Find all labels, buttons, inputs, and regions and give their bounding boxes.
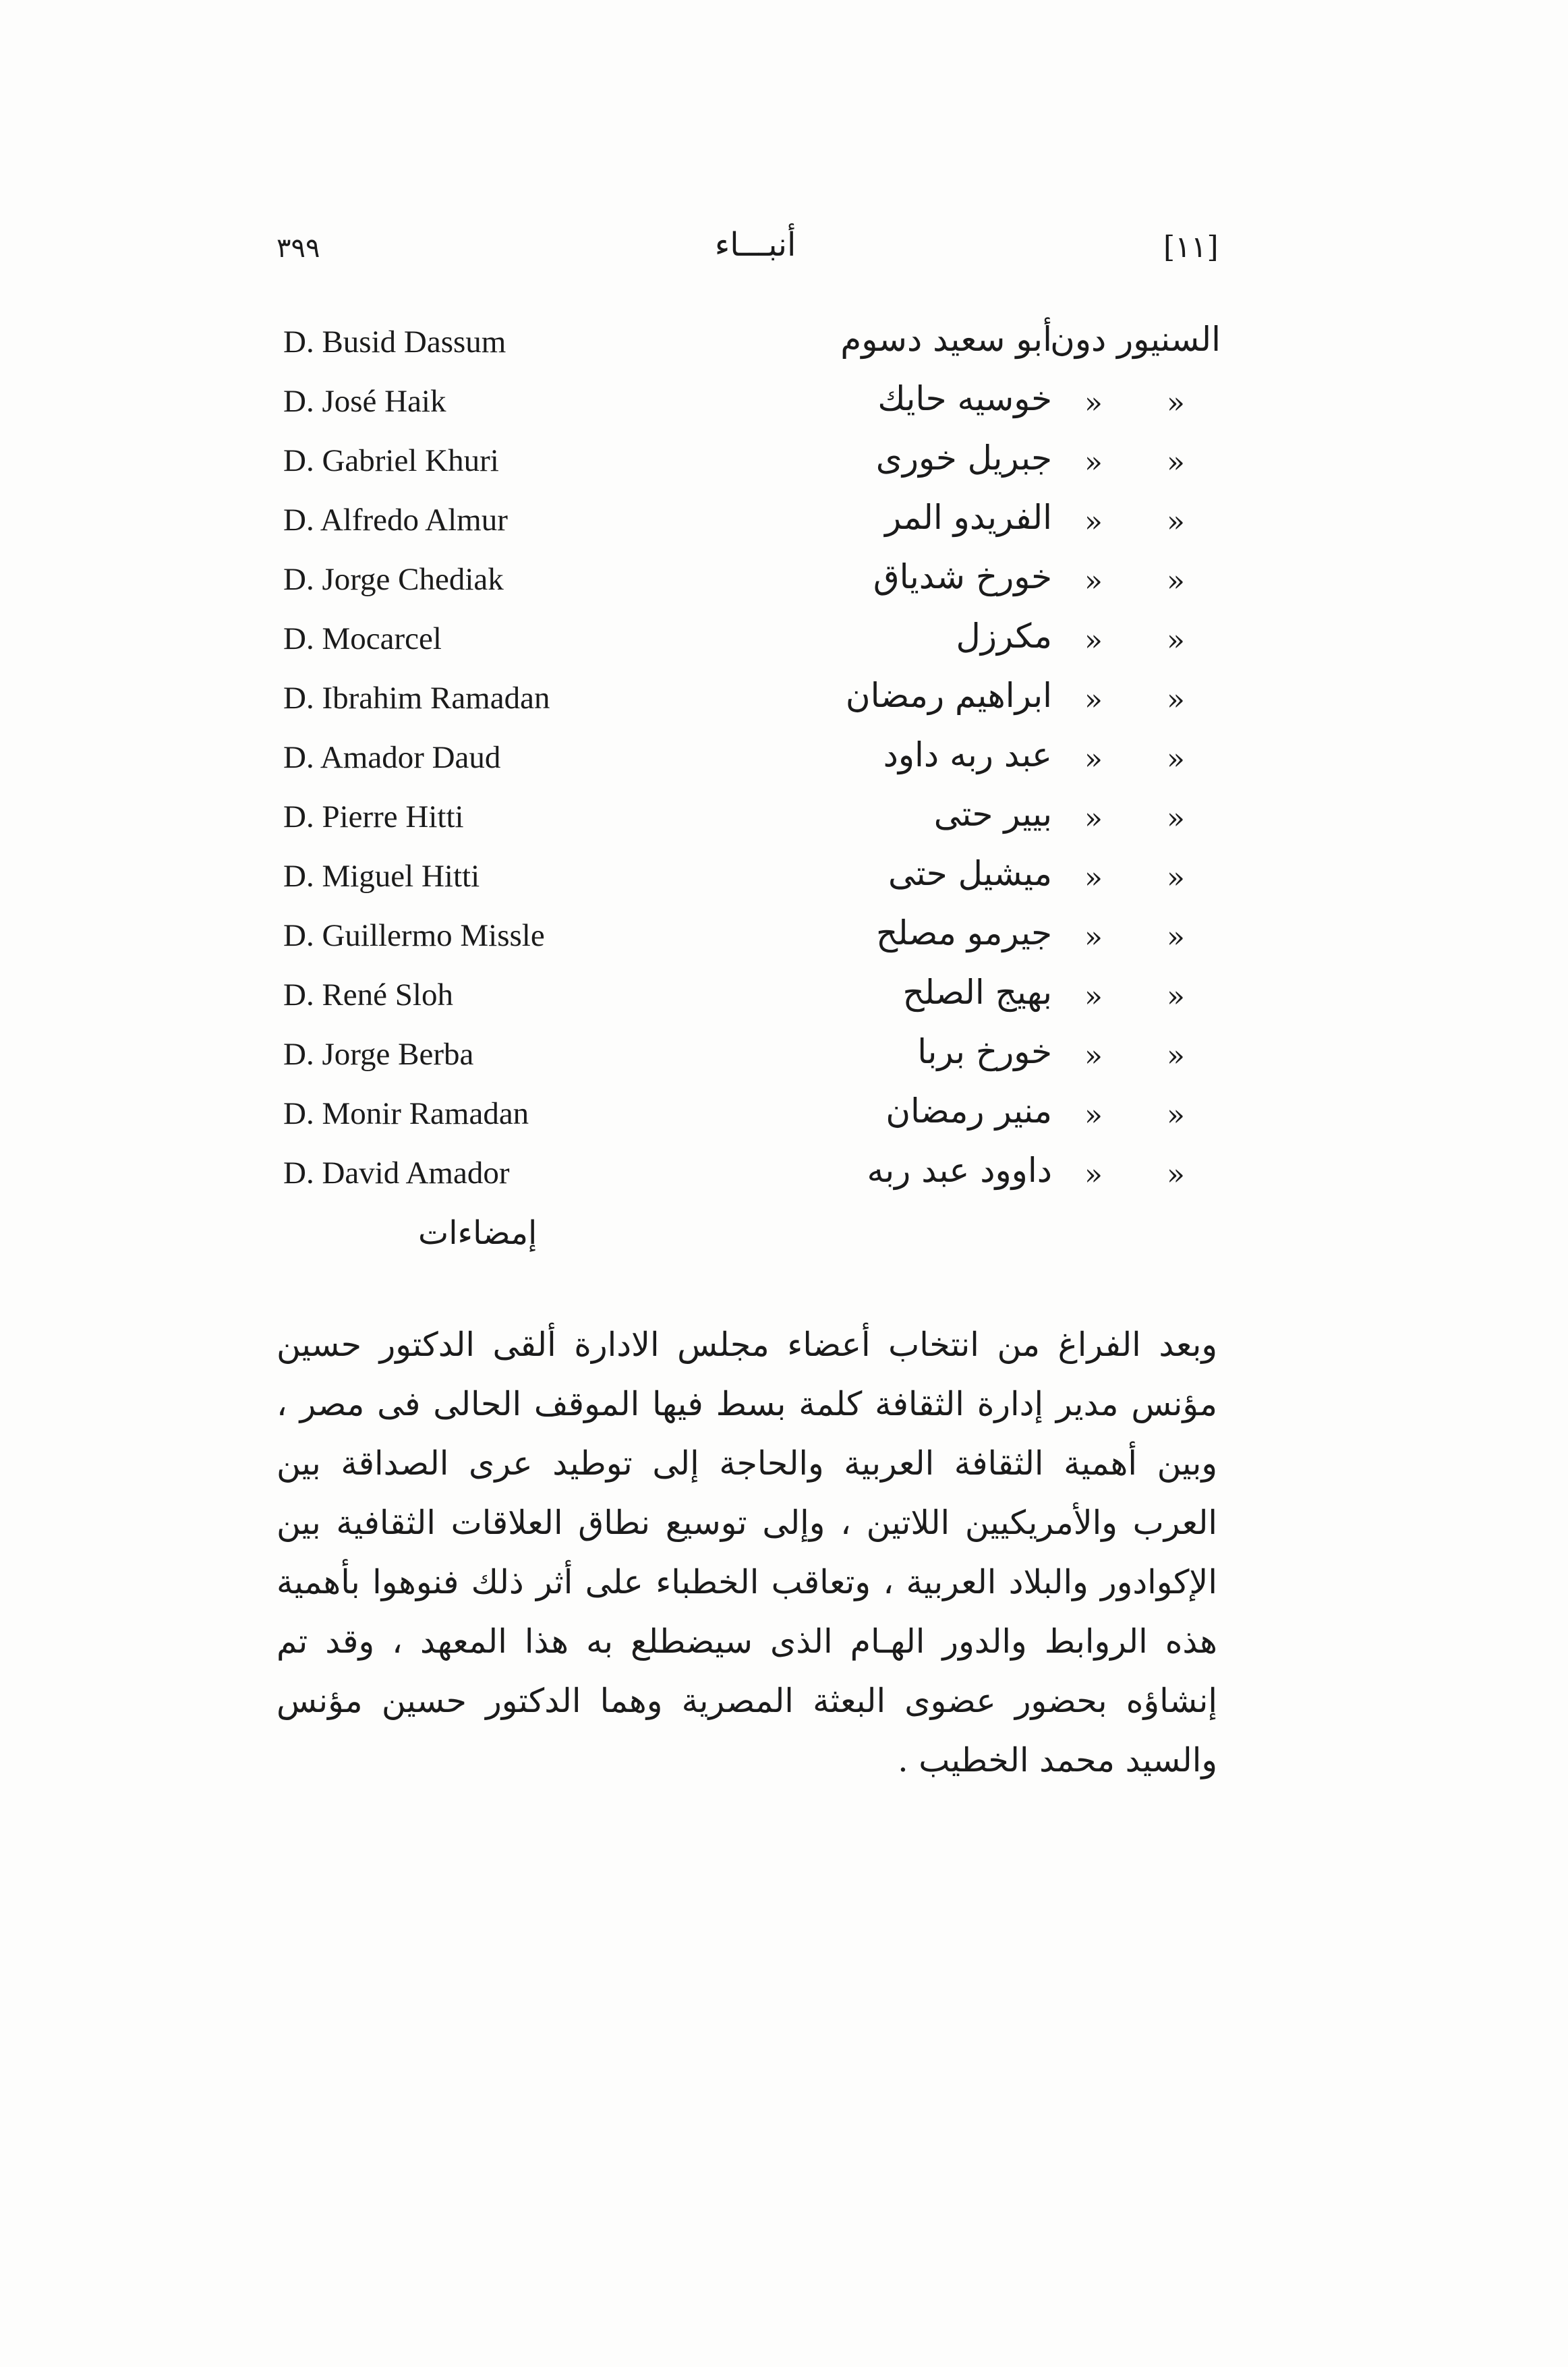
ditto-mark: » [1084, 801, 1103, 836]
member-row [0, 320, 1568, 383]
member-latin-name: D. Guillermo Missle [283, 918, 545, 953]
ditto-mark: » [1167, 623, 1185, 658]
member-arabic-name: بيير حتى [933, 795, 1052, 834]
member-arabic-name: مكرزل [956, 617, 1052, 656]
ditto-mark: » [1084, 505, 1103, 539]
member-row [0, 735, 1568, 799]
ditto-mark: » [1084, 1158, 1103, 1192]
ditto-mark: » [1167, 386, 1185, 420]
member-row [0, 1091, 1568, 1155]
ditto-mark: » [1167, 801, 1185, 836]
member-arabic-name: عبد ربه داود [883, 735, 1052, 774]
member-latin-name: D. Monir Ramadan [283, 1096, 529, 1131]
ditto-mark: » [1084, 920, 1103, 954]
member-arabic-name: أبو سعيد دسوم [840, 320, 1052, 359]
member-arabic-name: بهيج الصلح [902, 973, 1052, 1012]
member-row [0, 557, 1568, 621]
member-latin-name: D. Jorge Chediak [283, 562, 504, 597]
member-arabic-name: خوسيه حايك [877, 379, 1052, 418]
member-arabic-name: ميشيل حتى [888, 854, 1052, 893]
section-title: أنبـــاء [714, 226, 796, 264]
ditto-mark: » [1084, 861, 1103, 895]
ditto-mark: » [1084, 1039, 1103, 1073]
member-row [0, 1151, 1568, 1214]
ditto-mark: » [1167, 1039, 1185, 1073]
ditto-mark: » [1167, 505, 1185, 539]
issue-number: [١١] [1163, 230, 1219, 264]
member-arabic-name: جبريل خورى [875, 438, 1052, 478]
member-row [0, 795, 1568, 858]
page-header [0, 226, 1568, 287]
ditto-mark: » [1167, 445, 1185, 480]
member-arabic-name: خورخ بربا [917, 1032, 1052, 1071]
ditto-mark: » [1167, 1158, 1185, 1192]
page-number: ٣٩٩ [277, 233, 320, 264]
ditto-mark: » [1167, 683, 1185, 717]
ditto-mark: » [1084, 979, 1103, 1014]
member-latin-name: D. Busid Dassum [283, 324, 506, 360]
member-latin-name: D. Jorge Berba [283, 1037, 474, 1072]
member-row [0, 676, 1568, 739]
member-latin-name: D. Ibrahim Ramadan [283, 681, 550, 716]
member-latin-name: D. Gabriel Khuri [283, 443, 499, 478]
ditto-mark: » [1084, 1098, 1103, 1133]
member-latin-name: D. Pierre Hitti [283, 799, 464, 834]
ditto-mark: » [1167, 920, 1185, 954]
signatures-label: إمضاءات [418, 1214, 538, 1252]
member-arabic-name: داوود عبد ربه [867, 1151, 1052, 1190]
member-latin-name: D. José Haik [283, 384, 446, 419]
member-row [0, 438, 1568, 502]
member-row [0, 617, 1568, 680]
ditto-mark: » [1084, 623, 1103, 658]
member-arabic-name: الفريدو المر [885, 498, 1052, 537]
ditto-mark: » [1084, 683, 1103, 717]
body-paragraph: وبعد الفراغ من انتخاب أعضاء مجلس الادارة ألقى الدكتور حسين مؤنس مدير إدارة الثقافة كلمة بسط فيها الموقف الحالى فى مصر ، وبين أهمية الثقافة العربية والحاجة إلى توطيد عرى الصداقة بين العرب والأمريكيين اللاتين ، وإلى توسيع نطاق العلاقات الثقافية بين الإكوادور والبلاد العربية ، وتعاقب الخطباء على أثر ذلك فنوهوا بأهمية هذه الروابط والدور الهـام الذى سيضطلع به هذا المعهد ، وقد تم إنشاؤه بحضور عضوى البعثة المصرية وهما الدكتور حسين مؤنس والسيد محمد الخطيب . [277, 1325, 1217, 1779]
ditto-mark: » [1167, 564, 1185, 598]
member-latin-name: D. Amador Daud [283, 740, 501, 775]
member-arabic-name: منير رمضان [885, 1091, 1052, 1131]
member-latin-name: D. Miguel Hitti [283, 859, 480, 894]
ditto-mark: » [1167, 979, 1185, 1014]
member-row [0, 913, 1568, 977]
member-arabic-name: جيرمو مصلح [875, 913, 1052, 952]
ditto-mark: » [1167, 1098, 1185, 1133]
member-latin-name: D. Mocarcel [283, 621, 442, 656]
ditto-mark: » [1167, 861, 1185, 895]
member-row [0, 973, 1568, 1036]
ditto-mark: » [1084, 445, 1103, 480]
member-arabic-name: خورخ شدياق [873, 557, 1052, 596]
ditto-mark: » [1084, 564, 1103, 598]
member-row [0, 379, 1568, 443]
member-row [0, 1032, 1568, 1095]
ditto-mark: » [1084, 386, 1103, 420]
member-title-prefix: السنيور دون [1050, 320, 1221, 359]
member-row [0, 854, 1568, 917]
member-row [0, 498, 1568, 561]
member-latin-name: D. David Amador [283, 1156, 510, 1191]
ditto-mark: » [1084, 742, 1103, 776]
member-arabic-name: ابراهيم رمضان [845, 676, 1052, 715]
ditto-mark: » [1167, 742, 1185, 776]
member-latin-name: D. René Sloh [283, 977, 453, 1013]
member-latin-name: D. Alfredo Almur [283, 503, 508, 538]
